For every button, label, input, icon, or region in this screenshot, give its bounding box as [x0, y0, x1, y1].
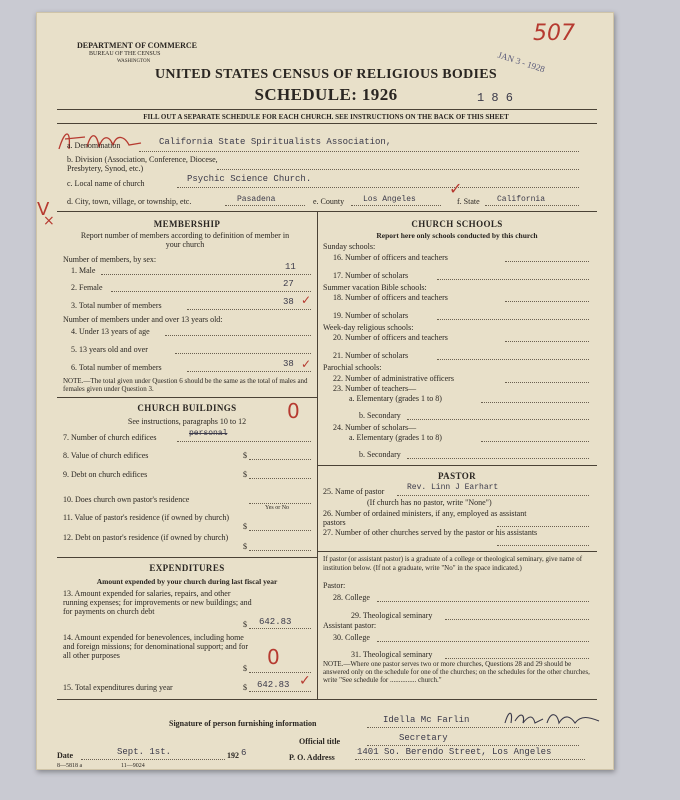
- q1-value: 11: [285, 262, 296, 272]
- q30-label: 30. College: [333, 633, 370, 642]
- q6-check: ✓: [301, 357, 312, 371]
- q15-value: 642.83: [257, 680, 290, 690]
- q13-label: 13. Amount expended for salaries, repairs, and other running expenses; for improvements or new buildings; and for payments on church debt: [63, 589, 252, 616]
- denomination-label: a. Denomination: [67, 141, 121, 150]
- q7-zero-mark: 0: [287, 399, 300, 423]
- q7-value: personal: [189, 429, 228, 438]
- form-number: 8—5818 a: [57, 763, 83, 769]
- date-label: Date: [57, 751, 73, 760]
- instruction-line: FILL OUT A SEPARATE SCHEDULE FOR EACH CHURCH. SEE INSTRUCTIONS ON THE BACK OF THIS SHEET: [143, 113, 509, 121]
- pastor-note: NOTE.—Where one pastor serves two or more churches, Questions 28 and 29 should be answered only on the schedule for one of the churches; on the schedules for the other churches, write "See schedule for ............... church.": [323, 660, 590, 684]
- po-address-value: 1401 So. Berendo Street, Los Angeles: [357, 747, 552, 757]
- q26-label: 26. Number of ordained ministers, if any, employed as assistant pastors: [323, 509, 527, 527]
- local-name-value: Psychic Science Church.: [187, 174, 312, 184]
- q9-dollar: $: [243, 470, 247, 479]
- q11-dollar: $: [243, 522, 247, 531]
- asst-pastor-label: Assistant pastor:: [323, 621, 377, 630]
- q12-label: 12. Debt on pastor's residence (if owned by church): [63, 533, 229, 542]
- q20-label: 20. Number of officers and teachers: [333, 333, 448, 342]
- po-address-label: P. O. Address: [289, 753, 335, 762]
- q23-label: 23. Number of teachers—: [333, 384, 417, 393]
- q27-label: 27. Number of other churches served by the pastor or his assistants: [323, 528, 538, 537]
- division-label: b. Division (Association, Conference, Diocese, Presbytery, Synod, etc.): [67, 155, 218, 173]
- expenditures-sub: Amount expended by your church during last fiscal year: [96, 577, 278, 586]
- v-mark: V: [37, 199, 50, 220]
- q11-label: 11. Value of pastor's residence (if owned by church): [63, 513, 230, 522]
- q13-dollar: $: [243, 620, 247, 629]
- q29-label: 29. Theological seminary: [351, 611, 433, 620]
- q24a-label: a. Elementary (grades 1 to 8): [349, 433, 442, 442]
- q9-label: 9. Debt on church edifices: [63, 470, 148, 479]
- q25-note: (If church has no pastor, write "None"): [367, 498, 492, 507]
- schedule-number: 1 8 6: [477, 91, 514, 105]
- signature-label: Signature of person furnishing information: [169, 719, 317, 728]
- q16-label: 16. Number of officers and teachers: [333, 253, 448, 262]
- bureau-label: BUREAU OF THE CENSUS: [89, 51, 161, 57]
- city-label: d. City, town, village, or township, etc.: [67, 197, 192, 206]
- vacation-label: Summer vacation Bible schools:: [323, 283, 427, 292]
- signature-scribble: [55, 123, 145, 157]
- q7-label: 7. Number of church edifices: [63, 433, 157, 442]
- q28-label: 28. College: [333, 593, 370, 602]
- q15-dollar: $: [243, 683, 247, 692]
- dept-label: DEPARTMENT OF COMMERCE: [77, 41, 198, 50]
- handwritten-signature: [503, 707, 603, 729]
- official-title-label: Official title: [299, 737, 341, 746]
- received-stamp: JAN 3 - 1928: [496, 49, 547, 75]
- q2-value: 27: [283, 279, 294, 289]
- q24-label: 24. Number of scholars—: [333, 423, 417, 432]
- q14-zero-mark: 0: [267, 645, 280, 669]
- q3-label: 3. Total number of members: [71, 301, 162, 310]
- by-sex-label: Number of members, by sex:: [63, 255, 157, 264]
- official-title-value: Secretary: [399, 733, 448, 743]
- age-head-label: Number of members under and over 13 years old:: [63, 315, 223, 324]
- graduate-instructions: If pastor (or assistant pastor) is a graduate of a college or theological seminary, give name of institution below. (If not a graduate, write "No" in the space indicated.): [323, 555, 583, 572]
- schools-title: CHURCH SCHOOLS: [411, 219, 503, 229]
- date-year-suffix: 6: [241, 748, 247, 758]
- q15-label: 15. Total expenditures during year: [63, 683, 173, 692]
- q1-label: 1. Male: [71, 266, 96, 275]
- pastor-sub-label: Pastor:: [323, 581, 346, 590]
- buildings-sub: See instructions, paragraphs 10 to 12: [127, 417, 247, 426]
- membership-title: MEMBERSHIP: [153, 219, 221, 229]
- q25-value: Rev. Linn J Earhart: [407, 483, 499, 492]
- local-name-label: c. Local name of church: [67, 179, 145, 188]
- q3-value: 38: [283, 297, 294, 307]
- q5-label: 5. 13 years old and over: [71, 345, 148, 354]
- city-value: Pasadena: [237, 195, 276, 204]
- q23b-label: b. Secondary: [359, 411, 401, 420]
- q10-label: 10. Does church own pastor's residence: [63, 495, 190, 504]
- form-title: UNITED STATES CENSUS OF RELIGIOUS BODIES: [154, 67, 497, 82]
- q21-label: 21. Number of scholars: [333, 351, 409, 360]
- q2-label: 2. Female: [71, 283, 103, 292]
- q13-value: 642.83: [259, 617, 292, 627]
- census-schedule-sheet: [36, 12, 614, 770]
- q15-check: ✓: [299, 673, 311, 689]
- file-number: 507: [533, 21, 575, 46]
- q22-label: 22. Number of administrative officers: [333, 374, 454, 383]
- buildings-title: CHURCH BUILDINGS: [137, 403, 237, 413]
- q3-check: ✓: [301, 293, 312, 307]
- q8-label: 8. Value of church edifices: [63, 451, 149, 460]
- x-mark: ×: [43, 213, 55, 229]
- county-label: e. County: [313, 197, 345, 206]
- q25-label: 25. Name of pastor: [323, 487, 385, 496]
- q31-label: 31. Theological seminary: [351, 650, 433, 659]
- state-label: f. State: [457, 197, 480, 206]
- q4-label: 4. Under 13 years of age: [71, 327, 150, 336]
- pastor-title: PASTOR: [437, 471, 477, 481]
- q18-label: 18. Number of officers and teachers: [333, 293, 448, 302]
- sunday-label: Sunday schools:: [323, 242, 376, 251]
- expenditures-title: EXPENDITURES: [149, 563, 225, 573]
- membership-sub: Report number of members according to definition of member in your church: [80, 231, 290, 249]
- county-value: Los Angeles: [363, 195, 416, 204]
- denomination-value: California State Spiritualists Association,: [159, 137, 392, 147]
- q19-label: 19. Number of scholars: [333, 311, 409, 320]
- city-label: WASHINGTON: [117, 59, 151, 64]
- q17-label: 17. Number of scholars: [333, 271, 409, 280]
- q14-dollar: $: [243, 664, 247, 673]
- q6-label: 6. Total number of members: [71, 363, 162, 372]
- check-mark: ✓: [449, 179, 463, 198]
- date-value: Sept. 1st.: [117, 747, 172, 757]
- q6-value: 38: [283, 359, 294, 369]
- q8-dollar: $: [243, 451, 247, 460]
- yes-no-hint: Yes or No: [265, 505, 290, 511]
- q24b-label: b. Secondary: [359, 450, 401, 459]
- signature-value: Idella Mc Farlin: [383, 715, 470, 725]
- schools-sub: Report here only schools conducted by this church: [376, 231, 538, 240]
- q23a-label: a. Elementary (grades 1 to 8): [349, 394, 442, 403]
- state-value: California: [497, 195, 546, 204]
- print-number: 11—9024: [121, 763, 145, 769]
- weekday-label: Week-day religious schools:: [323, 323, 414, 332]
- q14-label: 14. Amount expended for benevolences, including home and foreign missions; for denominational support; and for all other purposes: [63, 633, 249, 660]
- q12-dollar: $: [243, 542, 247, 551]
- schedule-title: SCHEDULE: 1926: [254, 85, 398, 104]
- parochial-label: Parochial schools:: [323, 363, 382, 372]
- date-year: 192: [227, 751, 239, 760]
- membership-note: NOTE.—The total given under Question 6 should be the same as the total of males and females given under Question 3.: [63, 377, 308, 393]
